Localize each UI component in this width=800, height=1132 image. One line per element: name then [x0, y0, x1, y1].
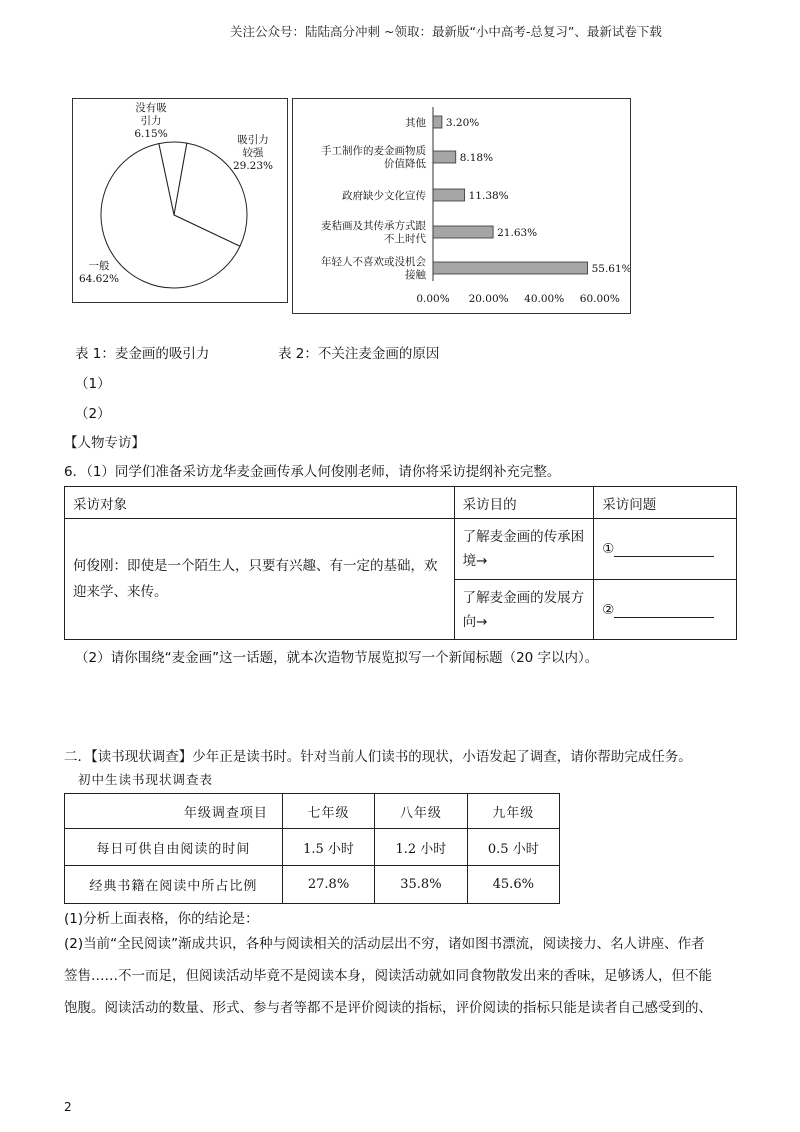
survey-title: 初中生读书现状调查表	[78, 772, 214, 787]
survey-header-item: 年级调查项目	[65, 794, 283, 829]
section2-text: 二．【读书现状调查】少年正是读书时。针对当前人们读书的现状，小语发起了调查，请你帮助完成任务。	[64, 749, 692, 765]
section-title: 【人物专访】	[64, 435, 145, 451]
question-2-blank[interactable]	[614, 603, 714, 618]
survey-cell: 1.5 小时	[282, 829, 374, 866]
bar	[433, 151, 456, 163]
purpose-2: 了解麦金画的发展方向→	[454, 580, 594, 640]
bar-value-label: 21.63%	[497, 227, 538, 239]
page-number: 2	[64, 1100, 72, 1114]
survey-header-grade7: 七年级	[282, 794, 374, 829]
bar-category-label: 政府缺少文化宣传	[342, 190, 426, 202]
survey-cell: 27.8%	[282, 866, 374, 904]
bar-value-label: 3.20%	[445, 117, 480, 129]
x-tick-label: 60.00%	[579, 293, 620, 305]
question-6-2: （2）请你围绕“麦金画”这一话题，就本次造物节展览拟写一个新闻标题（20 字以内）。	[75, 650, 599, 666]
bar-category-label: 麦秸画及其传承方式跟不上时代	[321, 220, 426, 245]
survey-cell: 1.2 小时	[375, 829, 467, 866]
header-question: 采访问题	[594, 487, 737, 519]
survey-cell: 35.8%	[375, 866, 467, 904]
purpose-1: 了解麦金画的传承困境→	[454, 519, 594, 580]
bar-chart-svg	[293, 99, 630, 313]
bar	[433, 262, 588, 274]
answer-marker-2: （2）	[75, 406, 111, 422]
x-tick-label: 20.00%	[468, 293, 509, 305]
bar-category-label: 其他	[405, 117, 426, 129]
bar	[433, 189, 465, 201]
survey-row2-label: 经典书籍在阅读中所占比例	[65, 866, 283, 904]
survey-row	[65, 866, 560, 904]
question-1-blank[interactable]	[614, 542, 714, 557]
header-subject: 采访对象	[65, 487, 455, 519]
answer-marker-1: （1）	[75, 376, 111, 392]
paragraph	[64, 928, 744, 1024]
pie-chart	[72, 98, 288, 303]
x-tick-label: 0.00%	[416, 293, 450, 305]
interview-table	[64, 486, 737, 640]
survey-row	[65, 829, 560, 866]
pie-label: 吸引力较强 29.23%	[232, 134, 274, 172]
caption-table1: 表 1：麦金画的吸引力	[75, 346, 210, 362]
analysis-question: (1)分析上面表格，你的结论是：	[64, 911, 259, 927]
caption-table2: 表 2：不关注麦金画的原因	[278, 346, 440, 362]
header-purpose: 采访目的	[454, 487, 594, 519]
paragraph-line: 饱腹。阅读活动的数量、形式、参与者等都不是评价阅读的指标，评价阅读的指标只能是读者自己感受到的、	[64, 1000, 712, 1016]
pie-label: 一般 64.62%	[78, 260, 120, 285]
pie-label: 没有吸引力 6.15%	[134, 102, 168, 140]
survey-cell: 0.5 小时	[467, 829, 559, 866]
question-2-marker: ②	[602, 601, 615, 618]
bar-category-label: 年轻人不喜欢或没机会接触	[321, 256, 426, 281]
question-2-cell	[594, 580, 737, 640]
survey-cell: 45.6%	[467, 866, 559, 904]
survey-header-grade8: 八年级	[375, 794, 467, 829]
page-header: 关注公众号：陆陆高分冲刺 ~领取：最新版“小中高考-总复习”、最新试卷下载	[230, 24, 662, 39]
bar-category-label: 手工制作的麦金画物质价值降低	[321, 145, 426, 170]
paragraph-line: (2)当前“全民阅读”渐成共识，各种与阅读相关的活动层出不穷，诸如图书漂流，阅读接力、名人讲座、作者	[64, 936, 705, 952]
question-1-cell	[594, 519, 737, 580]
pie-chart-svg	[73, 99, 287, 302]
bar-value-label: 55.61%	[591, 263, 630, 275]
bar	[433, 226, 493, 238]
question-6: 6．（1）同学们准备采访龙华麦金画传承人何俊刚老师，请你将采访提纲补充完整。	[64, 464, 561, 480]
survey-row1-label: 每日可供自由阅读的时间	[65, 829, 283, 866]
survey-header-grade9: 九年级	[467, 794, 559, 829]
bar-value-label: 11.38%	[468, 190, 509, 202]
paragraph-line: 签售……不一而足，但阅读活动毕竟不是阅读本身，阅读活动就如同食物散发出来的香味，足够诱人，但不能	[64, 968, 712, 984]
bar-value-label: 8.18%	[459, 152, 494, 164]
survey-table	[64, 793, 560, 904]
interview-subject: 何俊刚：即使是一个陌生人，只要有兴趣、有一定的基础，欢迎来学、来传。	[65, 519, 455, 640]
x-tick-label: 40.00%	[524, 293, 565, 305]
bar	[433, 116, 442, 128]
question-1-marker: ①	[602, 541, 615, 557]
bar-chart	[292, 98, 631, 314]
